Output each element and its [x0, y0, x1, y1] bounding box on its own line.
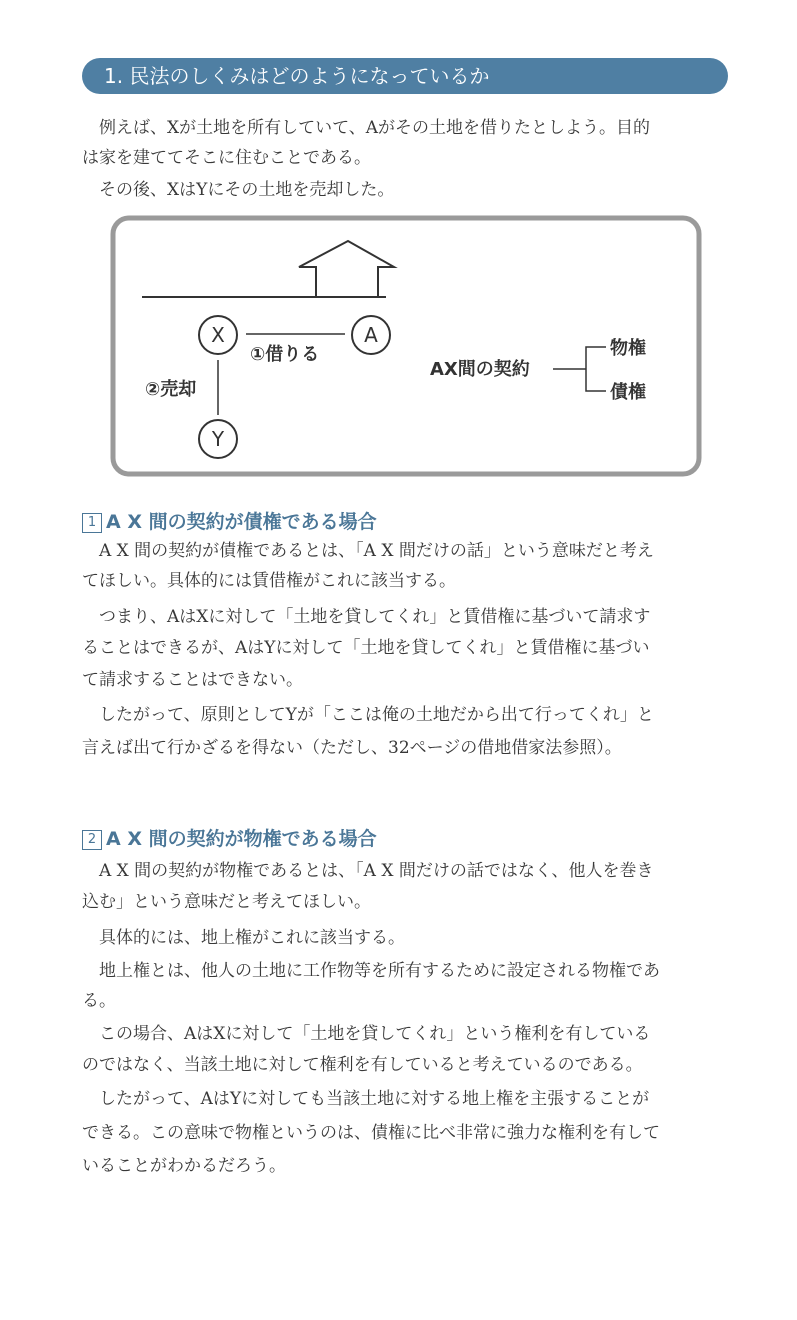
heading-debt-contract: [82, 509, 377, 535]
section-title-banner: 1. 民法のしくみはどのようになっているか: [82, 58, 728, 94]
para2-line-10: いることがわかるだろう。: [82, 1156, 286, 1176]
para1-line-2: てほしい。具体的には賃借権がこれに該当する。: [82, 571, 456, 591]
edge-xa-label: ①借りる: [250, 344, 320, 365]
node-x-label: X: [211, 323, 225, 347]
intro-line-1: 例えば、Xが土地を所有していて、Aがその土地を借りたとしよう。目的: [99, 118, 651, 138]
para2-line-8: したがって、AはYに対しても当該土地に対する地上権を主張することが: [99, 1089, 650, 1109]
para2-line-4: 地上権とは、他人の土地に工作物等を所有するために設定される物権であ: [99, 961, 660, 981]
heading-number-2: 2: [82, 830, 102, 850]
para2-line-9: できる。この意味で物権というのは、債権に比べ非常に強力な権利を有して: [82, 1123, 660, 1143]
heading-number-1: 1: [82, 513, 102, 533]
para2-line-1: A X 間の契約が物権であるとは、「A X 間だけの話ではなく、他人を巻き: [99, 861, 654, 881]
contract-diagram: [110, 215, 702, 477]
node-a-label: A: [364, 323, 378, 347]
para1-line-6: したがって、原則としてYが「ここは俺の土地だから出て行ってくれ」と: [99, 705, 654, 725]
para1-line-5: て請求することはできない。: [82, 670, 303, 690]
para2-line-7: のではなく、当該土地に対して権利を有していると考えているのである。: [82, 1055, 643, 1075]
heading-text-2: A X 間の契約が物権である場合: [106, 828, 377, 850]
para2-line-3: 具体的には、地上権がこれに該当する。: [99, 928, 405, 948]
heading-real-right-contract: [82, 826, 377, 852]
para2-line-5: る。: [82, 991, 116, 1011]
branch-top-label: 物権: [610, 338, 646, 359]
branch-bottom-label: 債権: [610, 382, 646, 403]
para1-line-3: つまり、AはXに対して「土地を貸してくれ」と賃借権に基づいて請求す: [99, 607, 651, 627]
para1-line-4: ることはできるが、AはYに対して「土地を貸してくれ」と賃借権に基づい: [82, 638, 650, 658]
para2-line-2: 込む」という意味だと考えてほしい。: [82, 892, 371, 912]
contract-label: AX間の契約: [430, 359, 530, 380]
heading-text-1: A X 間の契約が債権である場合: [106, 511, 377, 533]
para2-line-6: この場合、AはXに対して「土地を貸してくれ」という権利を有している: [99, 1024, 651, 1044]
node-y-label: Y: [211, 427, 225, 451]
intro-line-3: その後、XはYにその土地を売却した。: [99, 180, 395, 200]
intro-line-2: は家を建ててそこに住むことである。: [82, 148, 371, 168]
para1-line-1: A X 間の契約が債権であるとは、「A X 間だけの話」という意味だと考え: [99, 541, 654, 561]
para1-line-7: 言えば出て行かざるを得ない（ただし、32ページの借地借家法参照）。: [82, 738, 622, 758]
edge-xy-label: ②売却: [145, 379, 197, 400]
